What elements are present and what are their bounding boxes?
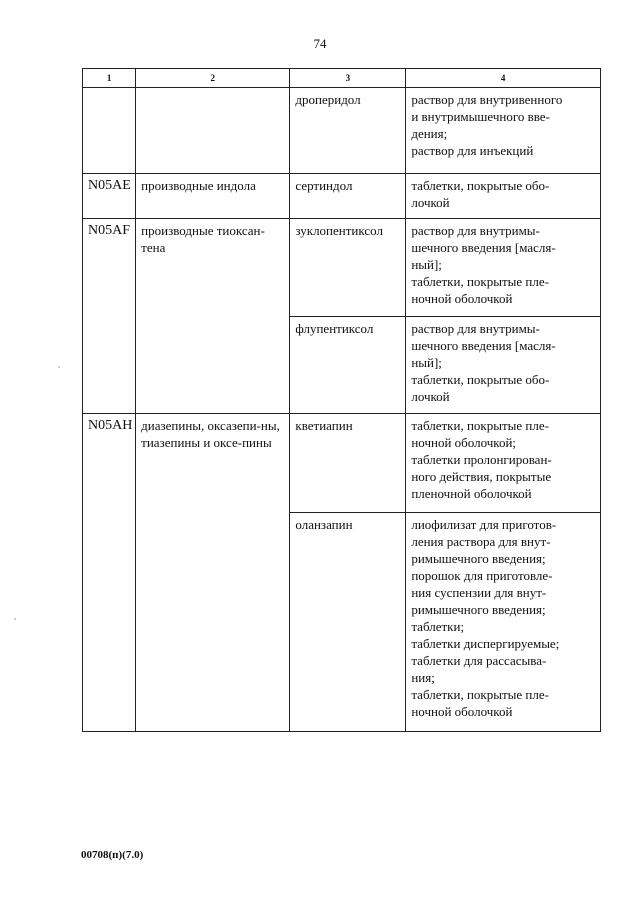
atc-code-cell: N05AF bbox=[83, 219, 136, 414]
dosage-form-line: таблетки диспергируемые; bbox=[411, 636, 560, 651]
dosage-form-line: ного действия, покрытые bbox=[411, 469, 552, 484]
column-header-3: 3 bbox=[290, 69, 406, 88]
drug-table bbox=[82, 68, 601, 732]
dosage-form-line: таблетки для рассасыва- bbox=[411, 653, 547, 668]
atc-code-cell: N05AH bbox=[83, 414, 136, 732]
dosage-form-line: таблетки, покрытые обо- bbox=[411, 178, 550, 193]
document-footer-code: 00708(п)(7.0) bbox=[81, 849, 144, 861]
dosage-form-line: ночной оболочкой bbox=[411, 291, 513, 306]
dosage-form-line: лочкой bbox=[411, 389, 450, 404]
atc-code-cell: N05AE bbox=[83, 174, 136, 219]
table-body bbox=[83, 88, 601, 732]
table-row bbox=[83, 88, 601, 174]
table-row bbox=[83, 219, 601, 317]
dosage-form-line: порошок для приготовле- bbox=[411, 568, 553, 583]
dosage-form-line: шечного введения [масля- bbox=[411, 240, 556, 255]
scan-speck bbox=[14, 618, 16, 620]
dosage-form-line: римышечного введения; bbox=[411, 551, 546, 566]
atc-code-cell bbox=[83, 88, 136, 174]
dosage-forms-cell bbox=[406, 88, 601, 174]
table-row bbox=[83, 414, 601, 513]
dosage-form-line: и внутримышечного вве- bbox=[411, 109, 550, 124]
dosage-form-line: таблетки, покрытые обо- bbox=[411, 372, 550, 387]
dosage-form-line: раствор для инъекций bbox=[411, 143, 534, 158]
dosage-form-line: раствор для внутривенного bbox=[411, 92, 563, 107]
dosage-form-line: лочкой bbox=[411, 195, 450, 210]
drug-name-cell: дроперидол bbox=[290, 88, 406, 174]
page-number: 74 bbox=[313, 36, 327, 51]
drug-name-cell: сертиндол bbox=[290, 174, 406, 219]
dosage-form-line: раствор для внутримы- bbox=[411, 223, 540, 238]
drug-name-cell: оланзапин bbox=[290, 513, 406, 732]
dosage-forms-cell bbox=[406, 317, 601, 414]
dosage-form-line: таблетки пролонгирован- bbox=[411, 452, 552, 467]
dosage-form-line: шечного введения [масля- bbox=[411, 338, 556, 353]
dosage-forms-cell bbox=[406, 219, 601, 317]
scan-speck bbox=[58, 366, 60, 368]
column-header-4: 4 bbox=[406, 69, 601, 88]
dosage-form-line: раствор для внутримы- bbox=[411, 321, 540, 336]
dosage-form-line: таблетки, покрытые пле- bbox=[411, 418, 549, 433]
table-header bbox=[83, 69, 601, 88]
dosage-form-line: ный]; bbox=[411, 257, 442, 272]
column-header-2: 2 bbox=[136, 69, 290, 88]
drug-name-cell: флупентиксол bbox=[290, 317, 406, 414]
dosage-forms-cell bbox=[406, 513, 601, 732]
column-header-1: 1 bbox=[83, 69, 136, 88]
drug-group-cell: диазепины, оксазепи-ны, тиазепины и оксе-пины bbox=[136, 414, 290, 732]
dosage-form-line: римышечного введения; bbox=[411, 602, 546, 617]
dosage-form-line: дения; bbox=[411, 126, 448, 141]
dosage-form-line: таблетки, покрытые пле- bbox=[411, 274, 549, 289]
dosage-form-line: ный]; bbox=[411, 355, 442, 370]
dosage-forms-cell bbox=[406, 174, 601, 219]
drug-group-cell: производные индола bbox=[136, 174, 290, 219]
table-header-row bbox=[83, 69, 601, 88]
dosage-form-line: ния суспензии для внут- bbox=[411, 585, 547, 600]
dosage-form-line: таблетки, покрытые пле- bbox=[411, 687, 549, 702]
drug-group-cell bbox=[136, 88, 290, 174]
dosage-form-line: пленочной оболочкой bbox=[411, 486, 532, 501]
dosage-form-line: таблетки; bbox=[411, 619, 465, 634]
drug-name-cell: зуклопентиксол bbox=[290, 219, 406, 317]
table-row bbox=[83, 174, 601, 219]
dosage-form-line: ния; bbox=[411, 670, 435, 685]
dosage-form-line: лиофилизат для приготов- bbox=[411, 517, 557, 532]
drug-group-cell: производные тиоксан-тена bbox=[136, 219, 290, 414]
dosage-forms-cell bbox=[406, 414, 601, 513]
drug-name-cell: кветиапин bbox=[290, 414, 406, 513]
dosage-form-line: ления раствора для внут- bbox=[411, 534, 551, 549]
dosage-form-line: ночной оболочкой bbox=[411, 704, 513, 719]
dosage-form-line: ночной оболочкой; bbox=[411, 435, 517, 450]
